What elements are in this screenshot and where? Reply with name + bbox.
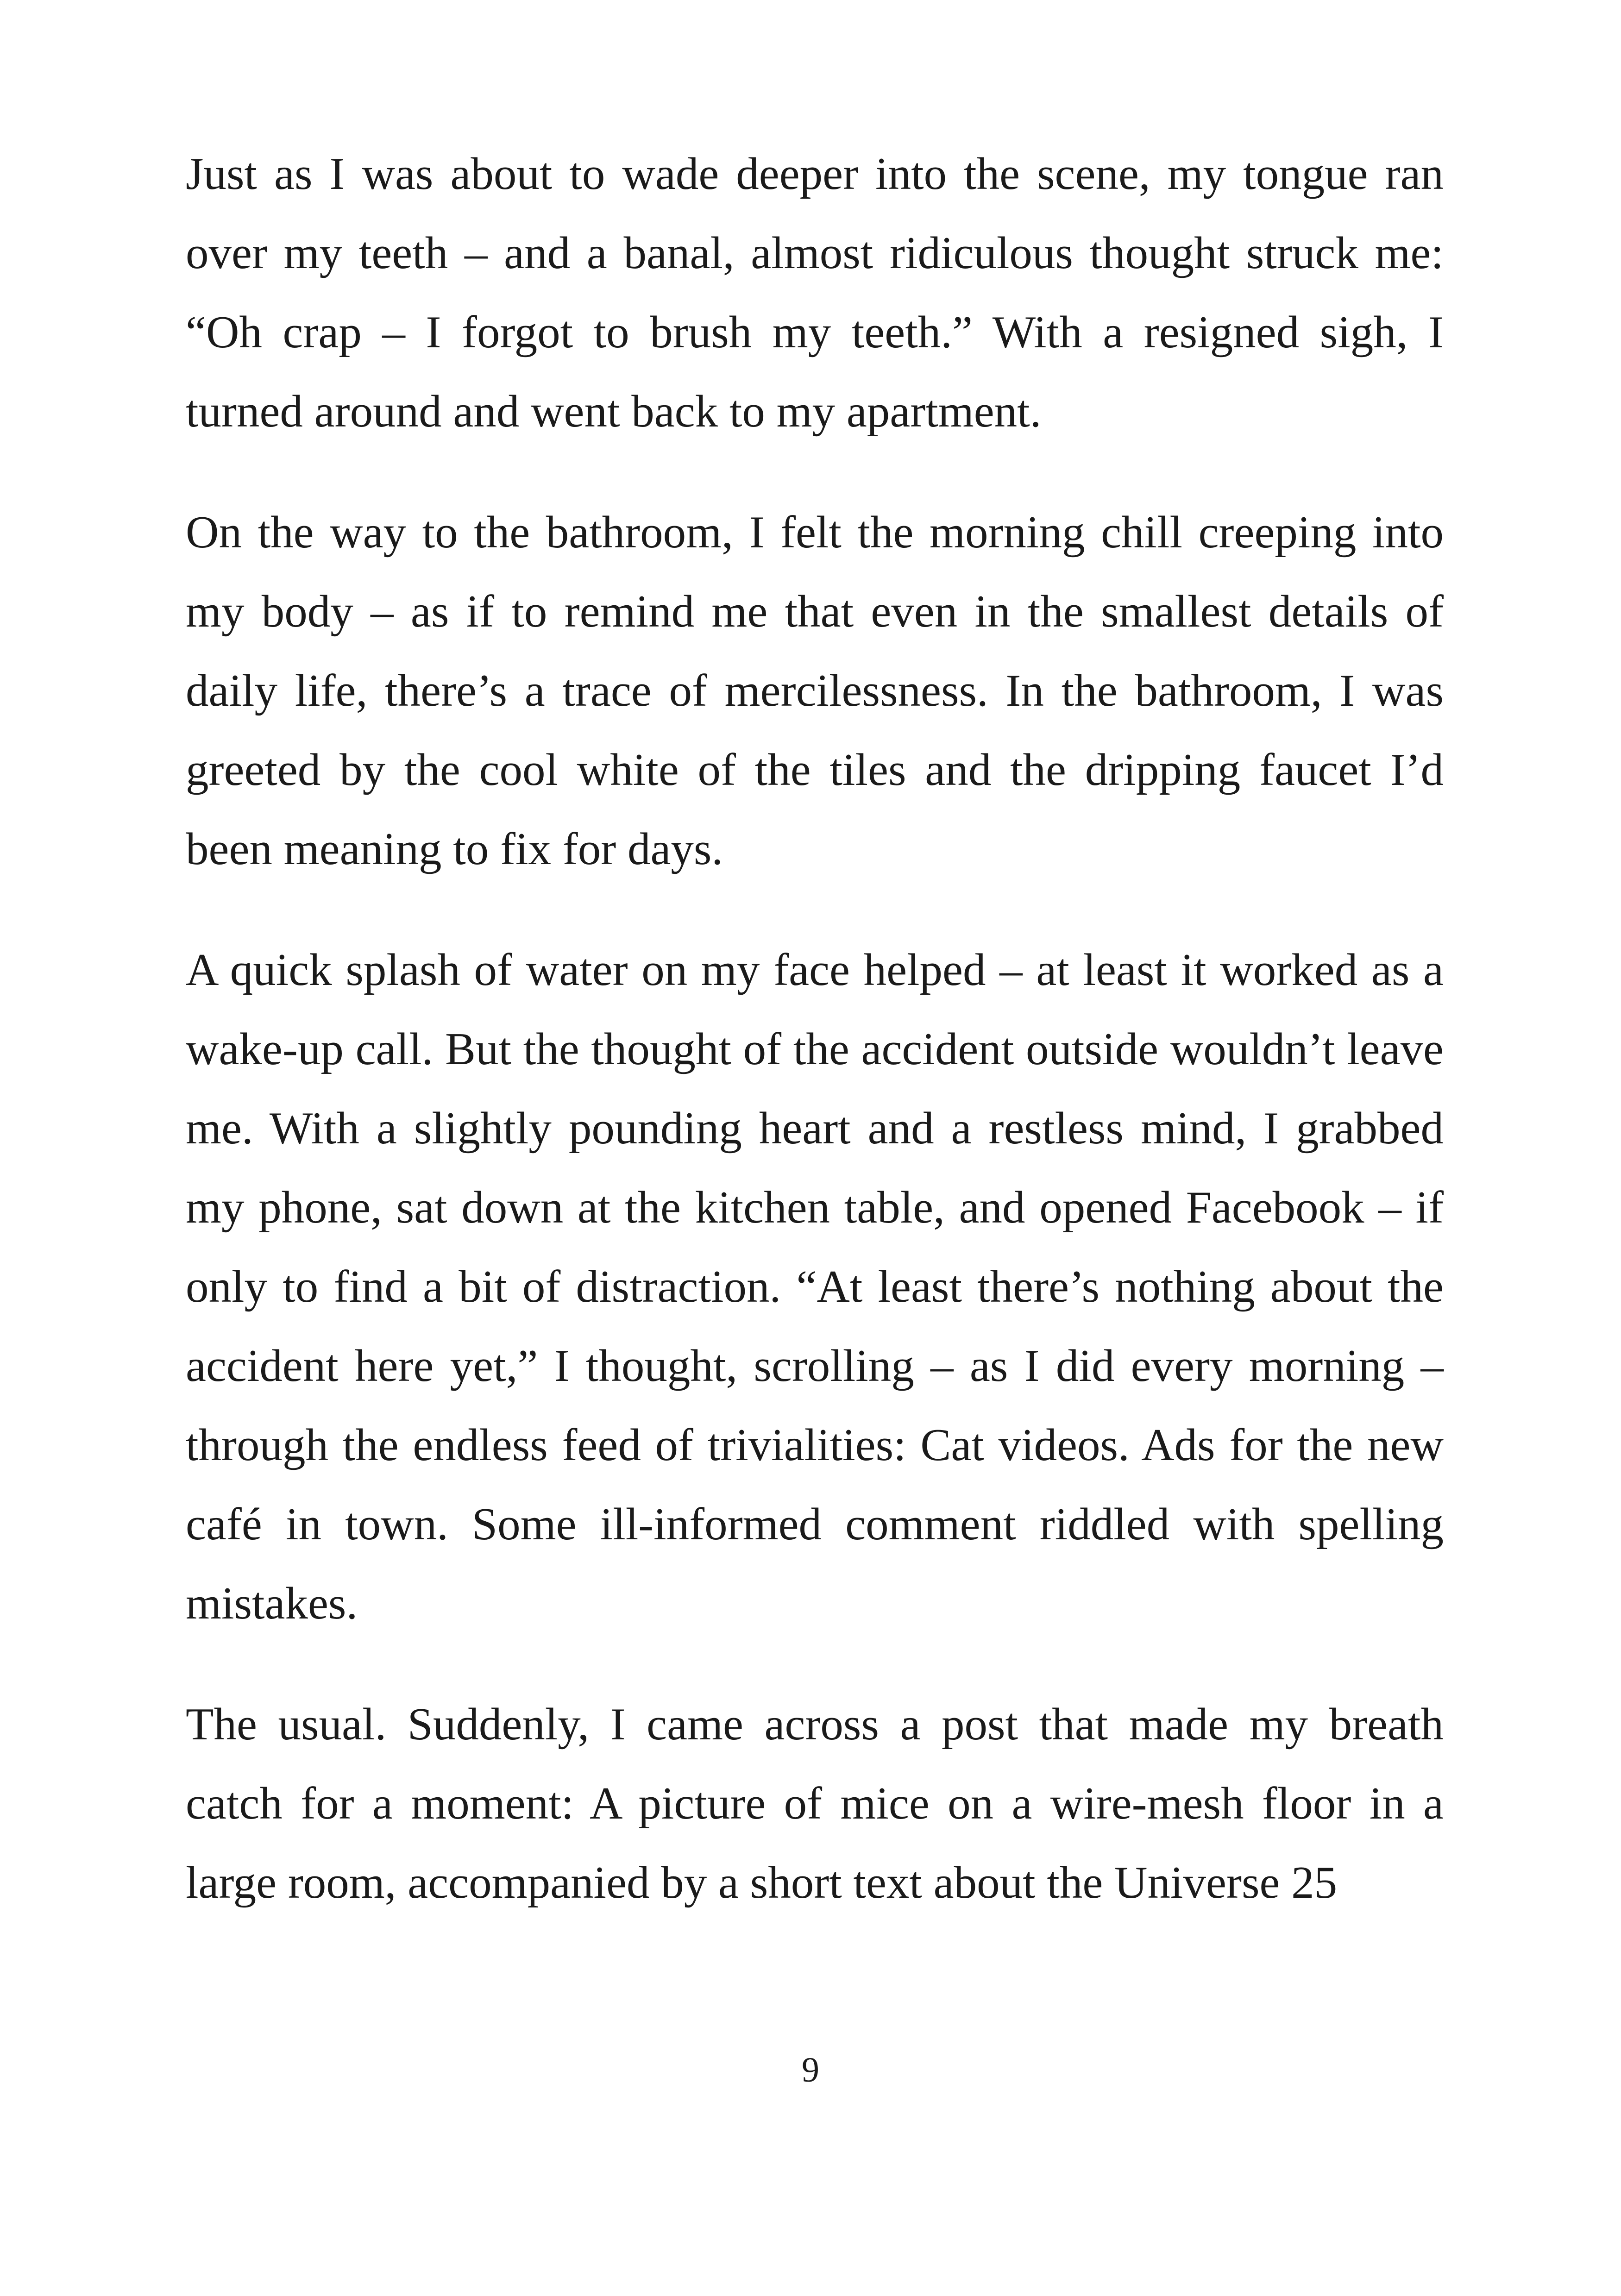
paragraph: On the way to the bathroom, I felt the morning chill creeping into my body – as if to remind me that even in the smallest details of daily life, there’s a trace of mercilessness. In the bathroom, I was greeted by the cool white of the tiles and the dripping faucet I’d been meaning to fix for days. [186,507,1444,874]
paragraph: The usual. Suddenly, I came across a post that made my breath catch for a moment: A picture of mice on a wire-mesh floor in a large room, accompanied by a short text about the Universe 25 [186,1699,1444,1908]
paragraph: Just as I was about to wade deeper into the scene, my tongue ran over my teeth – and a banal, almost ridiculous thought struck me: “Oh crap – I forgot to brush my teeth.” With a resigned sigh, I turned around and went back to my apartment. [186,149,1444,437]
page-number: 9 [802,2051,819,2089]
paragraph: A quick splash of water on my face helped – at least it worked as a wake-up call. But the thought of the accident outside wouldn’t leave me. With a slightly pounding heart and a restless mind, I grabbed my phone, sat down at the kitchen table, and opened Facebook – if only to find a bit of distraction. “At least there’s nothing about the accident here yet,” I thought, scrolling – as I did every morning – through the endless feed of trivialities: Cat videos. Ads for the new café in town. Some ill-informed comment riddled with spelling mistakes. [186,945,1444,1629]
page-body [186,134,1444,1922]
